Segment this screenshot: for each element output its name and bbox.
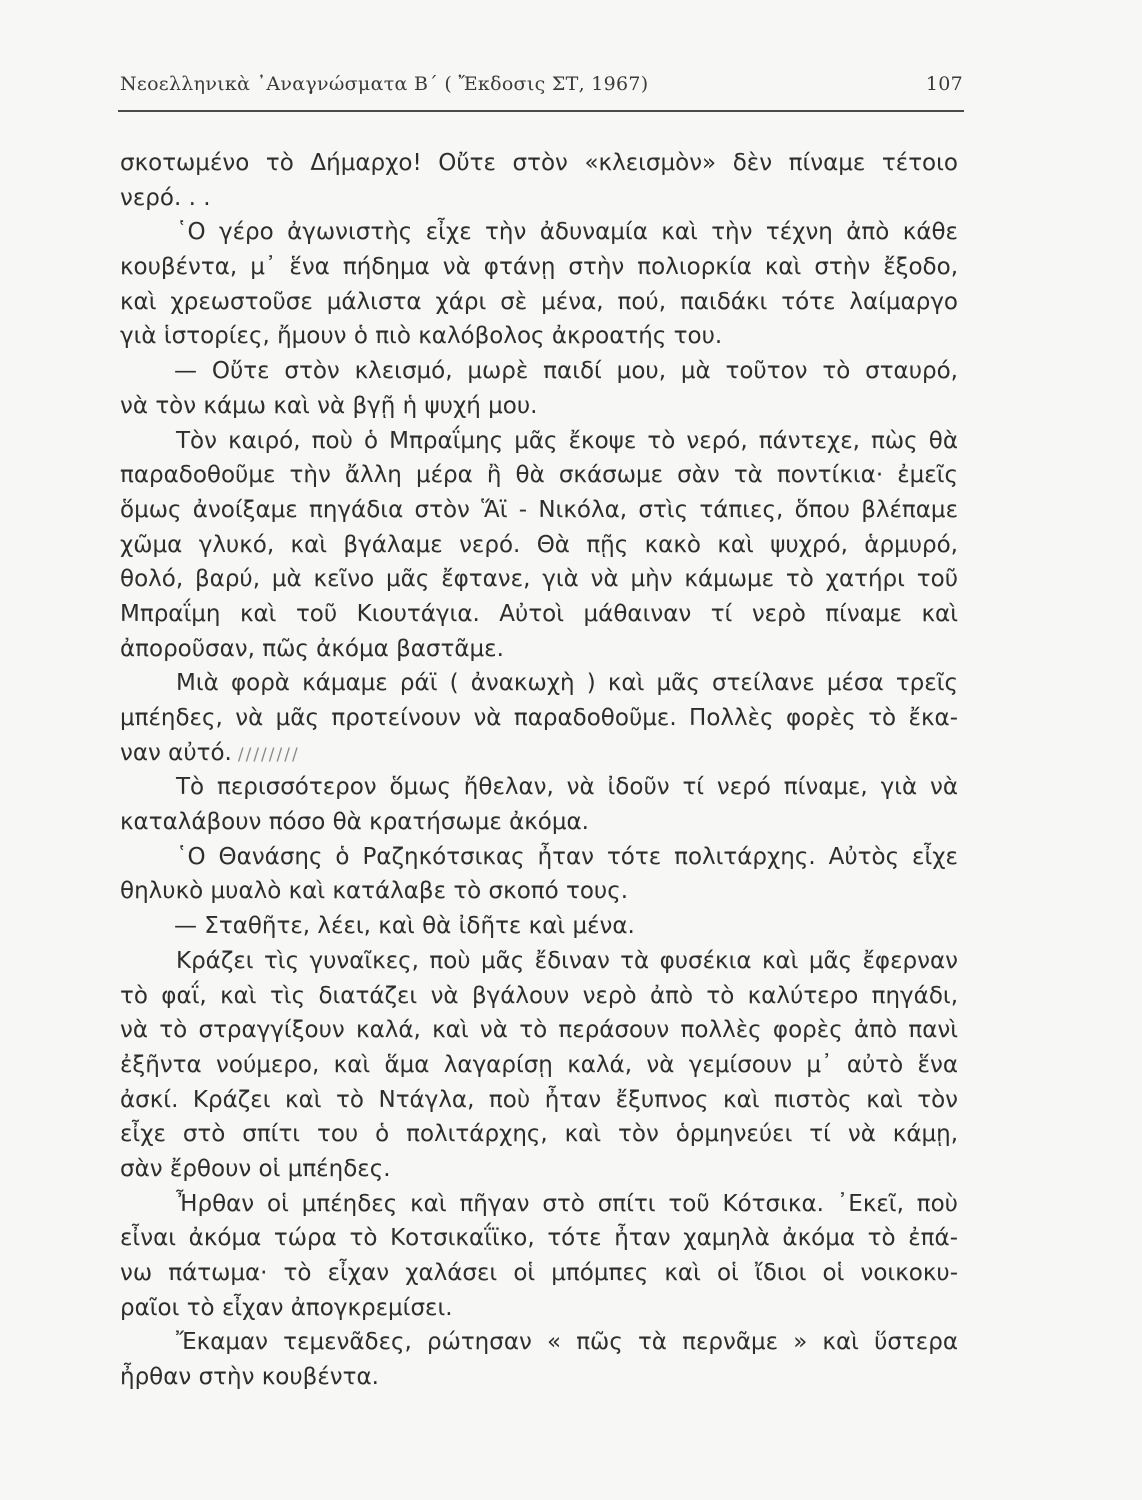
text-line: ραῖοι τὸ εἶχαν ἀπογκρεμίσει.	[120, 1294, 453, 1321]
text-line: παραδοθοῦμε τὴν ἄλλη μέρα ἢ θὰ σκάσωμε σὰν τὰ ποντίκια· ἐμεῖς	[120, 462, 958, 489]
text-line: — Σταθῆτε, λέει, καὶ θὰ ἰδῆτε καὶ μένα.	[174, 913, 635, 940]
text-line: χῶμα γλυκό, καὶ βγάλαμε νερό. Θὰ πῇς κακὸ καὶ ψυχρό, ἁρμυρό,	[120, 531, 958, 558]
header-title: Νεοελληνικὰ ᾿Αναγνώσματα Β΄ ( Ἔκδοσις ΣΤ, 1967)	[120, 73, 649, 95]
text-line: ἀσκί. Κράζει καὶ τὸ Ντάγλα, ποὺ ἦταν ἔξυπνος καὶ πιστὸς καὶ τὸν	[120, 1086, 958, 1113]
text-line: εἶναι ἀκόμα τώρα τὸ Κοτσικαΐϊκο, τότε ἦταν χαμηλὰ ἀκόμα τὸ ἐπά-	[120, 1225, 958, 1252]
text-line: Ἦρθαν οἱ μπέηδες καὶ πῆγαν στὸ σπίτι τοῦ Κότσικα. ᾿Εκεῖ, ποὺ	[176, 1190, 958, 1217]
text-line: Ἔκαμαν τεμενᾶδες, ρώτησαν « πῶς τὰ περνᾶμε » καὶ ὕστερα	[176, 1329, 958, 1356]
text-line: ἐξῆντα νούμερο, καὶ ἅμα λαγαρίσῃ καλά, νὰ γεμίσουν μ᾿ αὐτὸ ἕνα	[120, 1051, 958, 1078]
text-line-with-marks	[120, 736, 958, 771]
text-line: τὸ φαΐ, καὶ τὶς διατάζει νὰ βγάλουν νερὸ ἀπὸ τὸ καλύτερο πηγάδι,	[120, 982, 958, 1009]
text-line: γιὰ ἱστορίες, ἤμουν ὁ πιὸ καλόβολος ἀκροατής του.	[120, 323, 723, 350]
text-line: κουβέντα, μ᾿ ἕνα πήδημα νὰ φτάνῃ στὴν πολιορκία καὶ στὴν ἔξοδο,	[120, 254, 958, 281]
text-line: σὰν ἔρθουν οἱ μπέηδες.	[120, 1155, 391, 1182]
page-number: 107	[925, 73, 963, 95]
text-line: θηλυκὸ μυαλὸ καὶ κατάλαβε τὸ σκοπό τους.	[120, 878, 629, 905]
text-line: εἶχε στὸ σπίτι του ὁ πολιτάρχης, καὶ τὸν ὁρμηνεύει τί νὰ κάμῃ,	[120, 1121, 958, 1148]
text-line: ἦρθαν στὴν κουβέντα.	[120, 1364, 379, 1391]
text-line: ῾Ο γέρο ἀγωνιστὴς εἶχε τὴν ἀδυναμία καὶ τὴν τέχνη ἀπὸ κάθε	[176, 219, 958, 246]
text-line: Τὸν καιρό, ποὺ ὁ Μπραΐμης μᾶς ἔκοψε τὸ νερό, πάντεχε, πὼς θὰ	[176, 427, 958, 454]
text-line: ῾Ο Θανάσης ὁ Ραζηκότσικας ἦταν τότε πολιτάρχης. Αὐτὸς εἶχε	[176, 843, 958, 870]
text-line: — Οὔτε στὸν κλεισμό, μωρὲ παιδί μου, μὰ τοῦτον τὸ σταυρό,	[174, 358, 958, 385]
text-line: Τὸ περισσότερον ὅμως ἤθελαν, νὰ ἰδοῦν τί νερό πίναμε, γιὰ νὰ	[176, 774, 958, 801]
text-line: καὶ χρεωστοῦσε μάλιστα χάρι σὲ μένα, πού, παιδάκι τότε λαίμαργο	[120, 288, 958, 315]
text-line: νερό. . .	[120, 184, 211, 211]
text-line: νὰ τὸ στραγγίξουν καλά, καὶ νὰ τὸ περάσουν πολλὲς φορὲς ἀπὸ πανὶ	[120, 1017, 958, 1044]
header-rule	[118, 110, 964, 112]
text-line: σκοτωμένο τὸ Δήμαρχο! Οὔτε στὸν «κλεισμὸν» δὲν πίναμε τέτοιο	[120, 150, 958, 176]
text-line: Κράζει τὶς γυναῖκες, ποὺ μᾶς ἔδιναν τὰ φυσέκια καὶ μᾶς ἔφερναν	[176, 947, 958, 974]
text-line: Μπραΐμη καὶ τοῦ Κιουτάγια. Αὐτοὶ μάθαιναν τί νερὸ πίναμε καὶ	[120, 600, 958, 627]
text-line: μπέηδες, νὰ μᾶς προτείνουν νὰ παραδοθοῦμε. Πολλὲς φορὲς τὸ ἔκα-	[120, 705, 958, 731]
body-text	[120, 146, 958, 1395]
text-line: νω πάτωμα· τὸ εἶχαν χαλάσει οἱ μπόμπες καὶ οἱ ἴδιοι οἱ νοικοκυ-	[120, 1260, 958, 1286]
text-line: νὰ τὸν κάμω καὶ νὰ βγῇ ἡ ψυχή μου.	[120, 392, 538, 419]
text-line: καταλάβουν πόσο θὰ κρατήσωμε ἀκόμα.	[120, 809, 589, 836]
text-line: Μιὰ φορὰ κάμαμε ράϊ ( ἀνακωχὴ ) καὶ μᾶς στείλανε μέσα τρεῖς	[176, 670, 958, 697]
text-line: ναν αὐτό.	[120, 739, 232, 766]
running-header	[120, 73, 963, 103]
text-line: ἀποροῦσαν, πῶς ἀκόμα βαστᾶμε.	[120, 635, 504, 662]
text-line: θολό, βαρύ, μὰ κεῖνο μᾶς ἔφτανε, γιὰ νὰ μὴν κάμωμε τὸ χατήρι τοῦ	[120, 566, 958, 593]
text-line: ὅμως ἀνοίξαμε πηγάδια στὸν Ἅϊ - Νικόλα, στὶς τάπιες, ὅπου βλέπαμε	[120, 496, 958, 523]
stray-pencil-marks: ////////	[237, 744, 300, 765]
